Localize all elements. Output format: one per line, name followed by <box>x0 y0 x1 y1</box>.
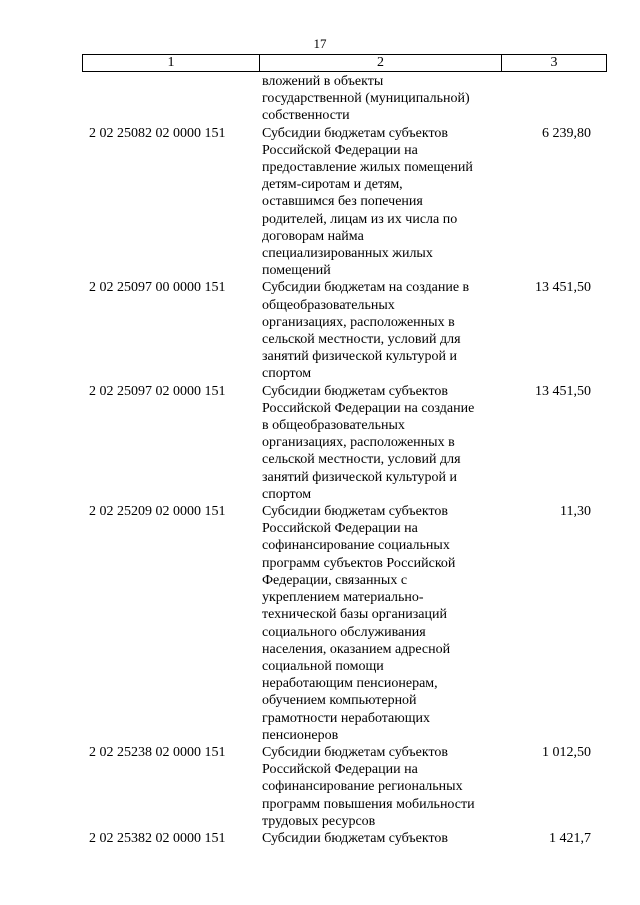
budget-code-cell: 2 02 25209 02 0000 151 <box>89 504 226 520</box>
description-line: специализированных жилых <box>262 246 433 262</box>
description-line: организациях, расположенных в <box>262 314 455 330</box>
budget-code-cell: 2 02 25382 02 0000 151 <box>89 830 226 846</box>
description-line: собственности <box>262 108 350 124</box>
description-line: Российской Федерации на <box>262 521 418 537</box>
description-line: Российской Федерации на создание <box>262 400 475 416</box>
description-line: родителей, лицам из их числа по <box>262 211 458 227</box>
description-line: в общеобразовательных <box>262 418 405 434</box>
description-line: Субсидии бюджетам субъектов <box>262 383 449 399</box>
description-line: помещений <box>262 263 331 279</box>
description-line: общеобразовательных <box>262 297 395 313</box>
table-row <box>82 383 607 503</box>
description-line: занятий физической культурой и <box>262 349 458 365</box>
amount-cell: 6 239,80 <box>542 125 591 141</box>
header-col-3: 3 <box>550 55 558 70</box>
description-line: договорам найма <box>262 228 364 244</box>
description-line: оставшимся без попечения <box>262 194 423 210</box>
description-line: укреплением материально- <box>262 590 424 606</box>
description-line: Федерации, связанных с <box>262 572 408 588</box>
table-row <box>82 830 607 847</box>
budget-code-cell: 2 02 25238 02 0000 151 <box>89 744 226 760</box>
description-line: спортом <box>262 366 312 382</box>
description-cell <box>259 383 501 503</box>
description-cell <box>259 73 501 125</box>
header-col-1: 1 <box>83 55 260 71</box>
description-cell <box>259 830 501 847</box>
table-body <box>82 73 607 847</box>
description-line: Субсидии бюджетам субъектов <box>262 744 449 760</box>
description-line: занятий физической культурой и <box>262 469 458 485</box>
description-line: социальной помощи <box>262 658 384 674</box>
description-line: неработающим пенсионерам, <box>262 676 438 692</box>
budget-code-cell: 2 02 25097 00 0000 151 <box>89 280 226 296</box>
amount-cell: 11,30 <box>560 504 591 520</box>
page-number: 17 <box>313 36 327 51</box>
description-line: детям-сиротам и детям, <box>262 177 403 193</box>
budget-code-cell: 2 02 25097 02 0000 151 <box>89 383 226 399</box>
description-cell <box>259 125 501 280</box>
table-row <box>82 503 607 744</box>
description-line: обучением компьютерной <box>262 693 417 709</box>
description-line: государственной (муниципальной) <box>262 91 470 107</box>
description-cell <box>259 503 501 744</box>
description-line: спортом <box>262 486 312 502</box>
description-line: Российской Федерации на <box>262 142 418 158</box>
description-cell <box>259 279 501 382</box>
description-line: сельской местности, условий для <box>262 452 461 468</box>
table-row <box>82 125 607 280</box>
description-cell <box>259 744 501 830</box>
description-line: софинансирование социальных <box>262 538 450 554</box>
description-line: трудовых ресурсов <box>262 813 376 829</box>
table-row <box>82 73 607 125</box>
description-line: Субсидии бюджетам субъектов <box>262 504 449 520</box>
description-line: софинансирование региональных <box>262 779 463 795</box>
amount-cell: 1 421,7 <box>549 830 591 846</box>
description-line: Субсидии бюджетам на создание в <box>262 280 470 296</box>
description-line: программ субъектов Российской <box>262 555 456 571</box>
amount-cell: 13 451,50 <box>535 383 591 399</box>
description-line: социального обслуживания <box>262 624 426 640</box>
description-line: Российской Федерации на <box>262 762 418 778</box>
description-line: грамотности неработающих <box>262 710 431 726</box>
description-line: организациях, расположенных в <box>262 435 455 451</box>
budget-code-cell: 2 02 25082 02 0000 151 <box>89 125 226 141</box>
description-line: сельской местности, условий для <box>262 332 461 348</box>
description-line: предоставление жилых помещений <box>262 160 473 176</box>
description-line: Субсидии бюджетам субъектов <box>262 125 449 141</box>
amount-cell: 13 451,50 <box>535 280 591 296</box>
table-row <box>82 279 607 382</box>
description-line: Субсидии бюджетам субъектов <box>262 830 449 846</box>
description-line: программ повышения мобильности <box>262 796 475 812</box>
table-header <box>82 54 607 72</box>
description-line: технической базы организаций <box>262 607 447 623</box>
header-col-2: 2 <box>260 55 502 71</box>
amount-cell: 1 012,50 <box>542 744 591 760</box>
description-line: населения, оказанием адресной <box>262 641 451 657</box>
description-line: вложений в объекты <box>262 74 384 89</box>
table-row <box>82 744 607 830</box>
description-line: пенсионеров <box>262 727 339 743</box>
